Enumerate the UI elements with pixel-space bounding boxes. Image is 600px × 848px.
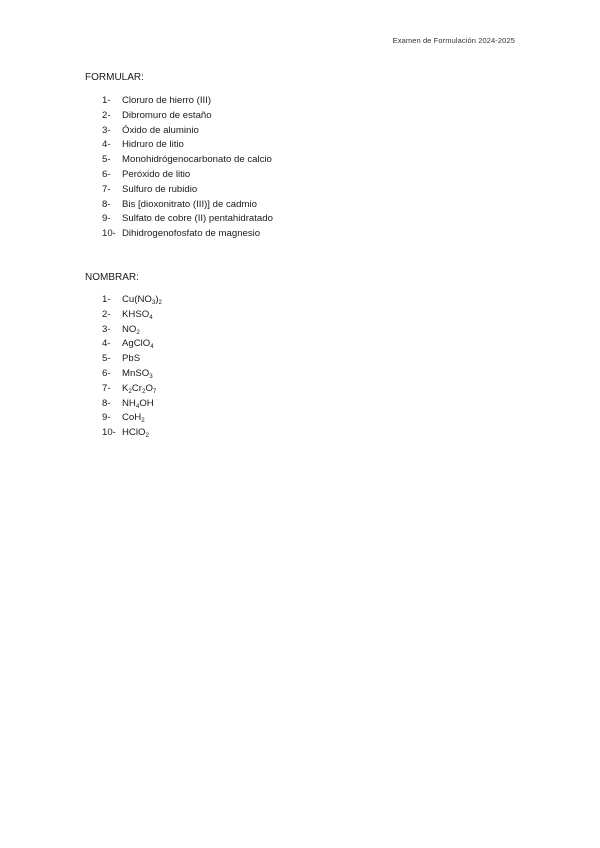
formula-subscript: 3 bbox=[151, 299, 156, 306]
formula-text: O bbox=[145, 382, 153, 394]
formular-title: FORMULAR: bbox=[85, 72, 144, 83]
compound-name: Hidruro de litio bbox=[122, 139, 184, 151]
compound-name: Cloruro de hierro (III) bbox=[122, 95, 212, 106]
formula-text: NH bbox=[122, 397, 136, 409]
formula-subscript: 4 bbox=[150, 343, 154, 351]
formular-list bbox=[102, 94, 273, 242]
formula-subscript: 2 bbox=[158, 299, 162, 306]
chemical-formula bbox=[122, 353, 140, 364]
item-number: 2- bbox=[102, 109, 111, 121]
nombrar-item bbox=[102, 367, 162, 382]
item-number: 10- bbox=[102, 427, 116, 439]
formular-item bbox=[102, 227, 273, 242]
item-number: 3- bbox=[102, 124, 111, 136]
nombrar-item bbox=[102, 337, 162, 352]
chemical-formula bbox=[122, 383, 156, 394]
nombrar-item bbox=[102, 352, 162, 367]
nombrar-item bbox=[102, 411, 162, 426]
formula-text: PbS bbox=[122, 353, 141, 365]
formula-subscript: 2 bbox=[136, 328, 140, 336]
item-number: 1- bbox=[102, 95, 111, 106]
item-number: 8- bbox=[102, 397, 111, 409]
formula-text: ) bbox=[155, 294, 159, 305]
chemical-formula bbox=[122, 324, 140, 335]
chemical-formula bbox=[122, 427, 149, 438]
formular-item bbox=[102, 212, 273, 227]
page-header: Examen de Formulación 2024-2025 bbox=[392, 36, 515, 45]
formula-subscript: 2 bbox=[145, 432, 149, 440]
formular-item bbox=[102, 109, 273, 124]
item-number: 1- bbox=[102, 294, 111, 305]
item-number: 7- bbox=[102, 183, 111, 195]
chemical-formula bbox=[122, 412, 145, 423]
nombrar-item bbox=[102, 382, 162, 397]
chemical-formula bbox=[122, 398, 154, 409]
formula-text: NO bbox=[122, 323, 137, 335]
formula-text: KHSO bbox=[122, 308, 150, 320]
compound-name: Dibromuro de estaño bbox=[122, 109, 212, 121]
formula-text: OH bbox=[139, 397, 154, 409]
item-number: 2- bbox=[102, 308, 111, 320]
formula-text: MnSO bbox=[122, 367, 150, 379]
formular-item bbox=[102, 94, 273, 109]
formula-text: Cr bbox=[131, 382, 142, 394]
formular-item bbox=[102, 183, 273, 198]
item-number: 9- bbox=[102, 213, 111, 225]
chemical-formula bbox=[122, 368, 153, 379]
formula-subscript: 3 bbox=[149, 372, 153, 380]
compound-name: Monohidrógenocarbonato de calcio bbox=[122, 154, 272, 166]
compound-name: Óxido de aluminio bbox=[122, 124, 199, 136]
formular-item bbox=[102, 168, 273, 183]
compound-name: Peróxido de litio bbox=[122, 168, 191, 180]
compound-name: Dihidrogenofosfato de magnesio bbox=[122, 228, 261, 240]
formula-text: K bbox=[122, 382, 129, 394]
item-number: 6- bbox=[102, 168, 111, 180]
item-number: 3- bbox=[102, 323, 111, 335]
item-number: 6- bbox=[102, 367, 111, 379]
chemical-formula bbox=[122, 294, 162, 305]
nombrar-title: NOMBRAR: bbox=[85, 272, 139, 283]
compound-name: Sulfato de cobre (II) pentahidratado bbox=[122, 213, 273, 225]
item-number: 4- bbox=[102, 139, 111, 151]
nombrar-item bbox=[102, 397, 162, 412]
nombrar-item bbox=[102, 426, 162, 441]
nombrar-item bbox=[102, 308, 162, 323]
nombrar-list bbox=[102, 293, 162, 441]
formula-subscript: 4 bbox=[135, 402, 140, 410]
item-number: 4- bbox=[102, 338, 111, 350]
formula-subscript: 2 bbox=[128, 387, 132, 395]
nombrar-item bbox=[102, 323, 162, 338]
formular-item bbox=[102, 124, 273, 139]
compound-name: Sulfuro de rubidio bbox=[122, 183, 198, 195]
item-number: 10- bbox=[102, 228, 116, 240]
formular-item bbox=[102, 153, 273, 168]
formula-text: HClO bbox=[122, 427, 146, 439]
formula-text: Cu(NO bbox=[122, 294, 152, 305]
item-number: 8- bbox=[102, 198, 111, 210]
formular-item bbox=[102, 138, 273, 153]
item-number: 5- bbox=[102, 353, 111, 365]
formula-text: CoH bbox=[122, 412, 142, 424]
formula-text: AgClO bbox=[122, 338, 151, 350]
chemical-formula bbox=[122, 338, 154, 349]
item-number: 9- bbox=[102, 412, 111, 424]
formular-item bbox=[102, 198, 273, 213]
chemical-formula bbox=[122, 309, 153, 320]
item-number: 7- bbox=[102, 382, 111, 394]
formula-subscript: 7 bbox=[152, 387, 157, 395]
formula-subscript: 4 bbox=[149, 313, 153, 321]
compound-name: Bis [dioxonitrato (III)] de cadmio bbox=[122, 198, 257, 210]
formula-subscript: 2 bbox=[141, 417, 145, 425]
item-number: 5- bbox=[102, 154, 111, 166]
formula-subscript: 2 bbox=[141, 387, 146, 395]
nombrar-item bbox=[102, 293, 162, 308]
